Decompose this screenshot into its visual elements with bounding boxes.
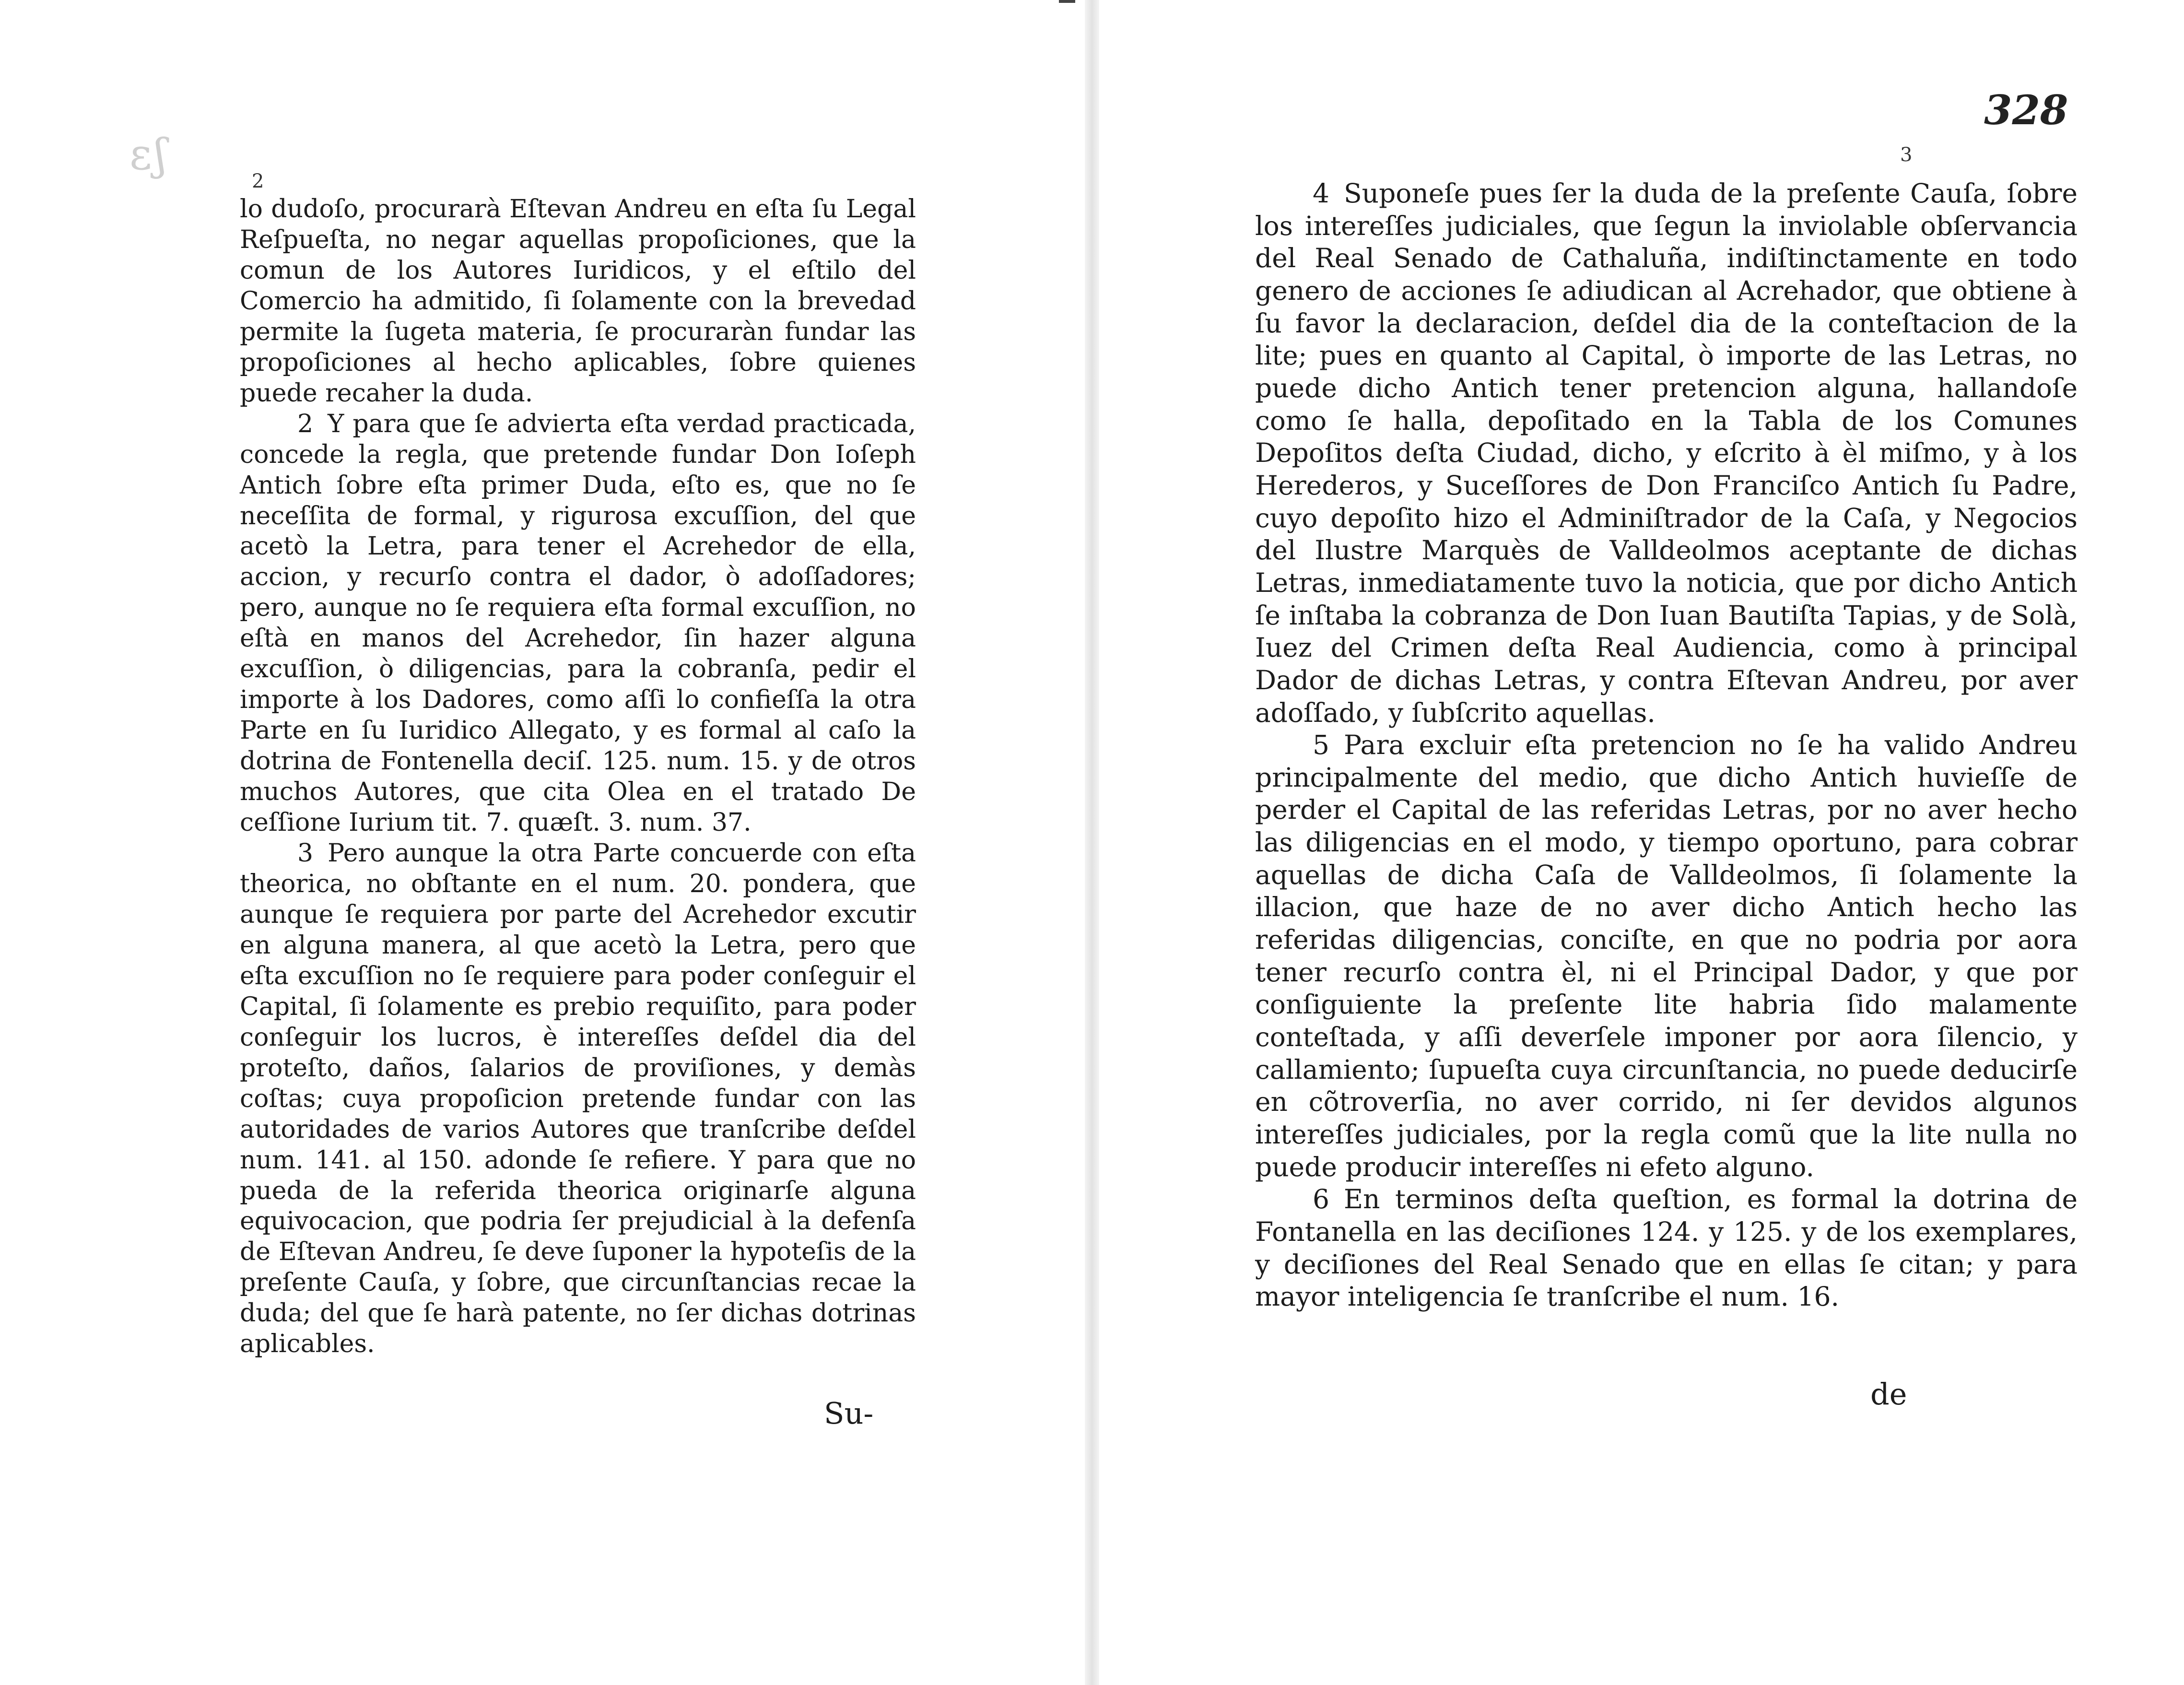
page-number: 2: [252, 170, 264, 192]
catchword: de: [1870, 1377, 1907, 1412]
paragraph-text: Suponeſe pues ſer la duda de la preſente Cauſa, ſobre los intereſſes judiciales, que ſegun la inviolable obſervancia del Real Senado de Cathaluña, indiſtinctamente en todo genero de acciones ſe adiudican al Acrehador, que obtiene à ſu favor la declaracion, deſdel dia de la conteſtacion de la lite; pues en quanto al Capital, ò importe de las Letras, no puede dicho Antich tener pretencion alguna, hallandoſe como ſe halla, depoſitado en la Tabla de los Comunes Depoſitos deſta Ciudad, dicho, y eſcrito à èl miſmo, y à los Herederos, y Suceſſores de Don Franciſco Antich ſu Padre, cuyo depoſito hizo el Adminiſtrador de la Caſa, y Negocios del Ilustre Marquès de Valldeolmos aceptante de dichas Letras, inmediatamente tuvo la noticia, que por dicho Antich ſe inſtaba la cobranza de Don Iuan Bautiſta Tapias, y de Solà, Iuez del Crimen deſta Real Audiencia, como à principal Dador de dichas Letras, y contra Eſtevan Andreu, por aver adoſſado, y ſubſcrito aquellas.: [1255, 178, 2078, 728]
paragraph-number: 2: [297, 409, 314, 438]
paragraph-text: En terminos deſta queſtion, es formal la dotrina de Fontanella en las deciſiones 124. y 125. y de los exemplares, y deciſiones del Real Senado que en ellas ſe citan; y para mayor inteligencia ſe tranſcribe el num. 16.: [1255, 1184, 2078, 1312]
paragraph: [1255, 729, 2078, 1183]
paragraph-number: 6: [1313, 1184, 1329, 1215]
paragraph-number: 3: [297, 839, 314, 868]
paragraph-text: Para excluir eſta pretencion no ſe ha valido Andreu principalmente del medio, que dicho Antich huvieſſe de perder el Capital de las referidas Letras, por no aver hecho las diligencias en el modo, y tiempo oportuno, para cobrar aquellas de dicha Caſa de Valldeolmos, ſi ſolamente la illacion, que haze de no aver dicho Antich hecho las referidas diligencias, conciſte, en que no podria por aora tener recurſo contra èl, ni el Principal Dador, y que por conſiguiente la preſente lite habria ſido malamente conteſtada, y aſſi deverſele imponer por aora ſilencio, y callamiento; ſupueſta cuya circunſtancia, no puede deducirſe en cõtroverſia, no aver corrido, ni ſer devidos algunos intereſſes judiciales, por la regla comũ que la lite nulla no puede producir intereſſes ni efeto alguno.: [1255, 730, 2078, 1182]
paragraph-text: Y para que ſe advierta eſta verdad practicada, concede la regla, que pretende fundar Don Ioſeph Antich ſobre eſta primer Duda, eſto es, que no ſe neceſſita de formal, y rigurosa excuſſion, del que acetò la Letra, para tener el Acrehedor de ella, accion, y recurſo contra el dador, ò adoſſadores; pero, aunque no ſe requiera eſta formal excuſſion, no eſtà en manos del Acrehedor, ſin hazer alguna excuſſion, ò diligencias, para la cobranſa, pedir el importe à los Dadores, como aſſi lo confieſſa la otra Parte en ſu Iuridico Allegato, y es formal al caſo la dotrina de Fontenella deciſ. 125. num. 15. y de otros muchos Autores, que cita Olea en el tratado De ceſſione Iurium tit. 7. quæſt. 3. num. 37.: [240, 409, 916, 837]
paragraph: [240, 409, 916, 838]
left-page-body: [240, 194, 916, 1360]
catchword: Su-: [824, 1396, 874, 1431]
paragraph-text: Pero aunque la otra Parte concuerde con eſta theorica, no obſtante en el num. 20. pondera, que aunque ſe requiera por parte del Acrehedor excutir en alguna manera, al que acetò la Letra, pero que eſta excuſſion no ſe requiere para poder conſeguir el Capital, ſi ſolamente es prebio requiſito, para poder conſeguir los lucros, è intereſſes deſdel dia del proteſto, daños, ſalarios de proviſiones, y demàs coſtas; cuya propoſicion pretende fundar con las autoridades de varios Autores que tranſcribe deſdel num. 141. al 150. adonde ſe refiere. Y para que no pueda de la referida theorica originarſe alguna equivocacion, que podria ſer prejudicial à la defenſa de Eſtevan Andreu, ſe deve ſuponer la hypoteſis de la preſente Cauſa, y ſobre, que circunſtancias recae la duda; del que ſe harà patente, no ſer dichas dotrinas aplicables.: [240, 839, 916, 1359]
paragraph: [240, 194, 916, 409]
paragraph-text: lo dudoſo, procurarà Eſtevan Andreu en eſta ſu Legal Reſpueſta, no negar aquellas propoſiciones, que la comun de los Autores Iuridicos, y el eſtilo del Comercio ha admitido, ſi ſolamente con la brevedad permite la ſugeta materia, ſe procuraràn fundar las propoſiciones al hecho aplicables, ſobre quienes puede recaher la duda.: [240, 195, 916, 408]
paragraph: [1255, 1183, 2078, 1313]
paragraph: [240, 838, 916, 1360]
paragraph: [1255, 177, 2078, 729]
right-page: [1099, 0, 2184, 1685]
folio-number: 328: [1984, 86, 2068, 134]
paragraph-number: 5: [1313, 730, 1329, 761]
paragraph-number: 4: [1313, 178, 1329, 209]
page-number: 3: [1900, 144, 1913, 166]
left-page: [0, 0, 1085, 1685]
right-page-body: [1255, 177, 2078, 1313]
book-gutter: [1085, 0, 1099, 1685]
margin-mark: ɛʃ: [129, 130, 170, 180]
